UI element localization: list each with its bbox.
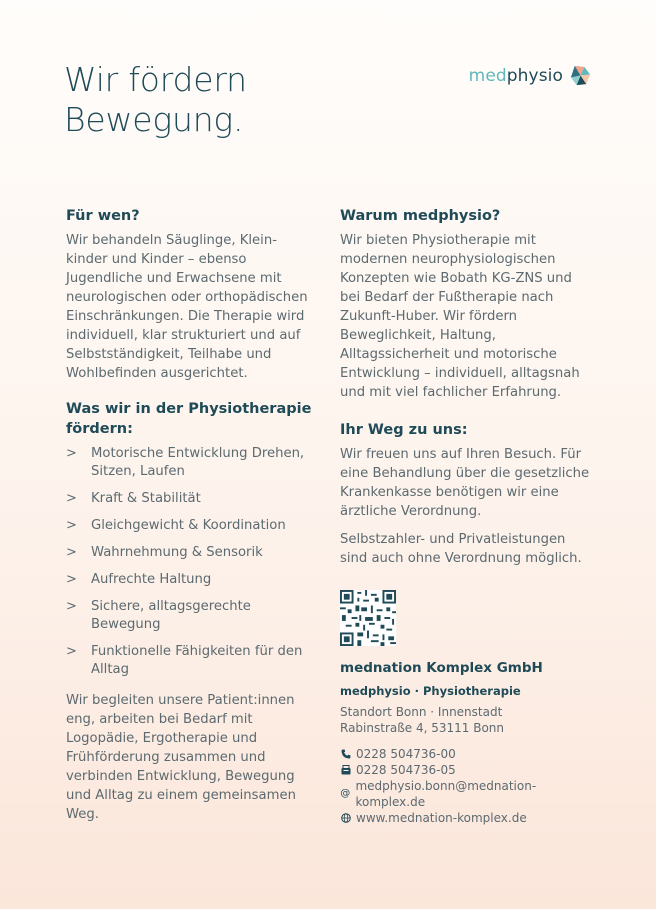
- at-icon: @: [340, 788, 351, 799]
- why-title: Warum medphysio?: [340, 208, 501, 224]
- department: medphysio · Physiotherapie: [340, 684, 521, 698]
- arrow-icon: >: [66, 644, 77, 659]
- arrow-icon: >: [66, 572, 77, 587]
- list-item: > Funktionelle Fähigkeiten für den Alltag: [66, 644, 303, 677]
- contact-list: [340, 746, 594, 826]
- headline-line-1: Wir fördern: [64, 60, 247, 99]
- physio-title: Was wir in der Physiotherapie fördern:: [66, 401, 312, 437]
- list-item: > Sichere, alltagsgerechte Bewegung: [66, 599, 251, 632]
- street-address: Rabinstraße 4, 53111 Bonn: [340, 721, 505, 735]
- list-item: > Kraft & Stabilität: [66, 491, 201, 506]
- arrow-icon: >: [66, 599, 77, 614]
- email-row[interactable]: [340, 778, 594, 810]
- right-column: [340, 206, 594, 826]
- phone-number: 0228 504736-00: [356, 747, 456, 761]
- arrow-icon: >: [66, 491, 77, 506]
- closing-text: Wir begleiten unsere Patient:innen eng, arbeiten bei Bedarf mit Logopädie, Ergotherapie und Frühförderung zusammen und verbinden Entwicklung, Bewegung und Alltag zu einem gemeinsamen Weg.: [66, 693, 296, 822]
- for-whom-title: Für wen?: [66, 208, 140, 224]
- way-title: Ihr Weg zu uns:: [340, 422, 468, 438]
- fax-icon: [340, 765, 351, 776]
- arrow-icon: >: [66, 545, 77, 560]
- arrow-icon: >: [66, 446, 77, 461]
- qr-code-icon[interactable]: [340, 590, 396, 646]
- why-text: Wir bieten Physiotherapie mit modernen neurophysiologischen Konzepten wie Bobath KG-ZNS und bei Bedarf der Fußtherapie nach Zukunft-Huber. Wir fördern Beweglichkeit, Haltung, Alltagssicherheit und motorische Entwicklung – individuell, alltagsnah und mit viel fachlicher Erfahrung.: [340, 233, 580, 400]
- left-column: [66, 206, 318, 824]
- email-address: medphysio.bonn@mednation-komplex.de: [355, 779, 537, 809]
- list-item: > Wahrnehmung & Sensorik: [66, 545, 263, 560]
- logo-wordmark: medphysio: [468, 65, 563, 86]
- physio-list: [66, 445, 318, 679]
- way-text-2: Selbstzahler- und Privatleistungen sind auch ohne Verordnung möglich.: [340, 532, 582, 566]
- medphysio-logo: [469, 64, 592, 87]
- phone-icon: [340, 749, 351, 760]
- globe-icon: [340, 813, 351, 824]
- phone-row[interactable]: [340, 746, 594, 762]
- logo-pinwheel-icon: [569, 64, 592, 87]
- list-item: > Aufrechte Haltung: [66, 572, 212, 587]
- way-text-1: Wir freuen uns auf Ihren Besuch. Für eine Behandlung über die gesetzliche Krankenkasse benötigen wir eine ärztliche Verordnung.: [340, 447, 590, 519]
- for-whom-text: Wir behandeln Säuglinge, Klein-kinder und Kinder – ebenso Jugendliche und Erwachsene mit neurologischen oder orthopädischen Einschränkungen. Die Therapie wird individuell, klar strukturiert und auf Selbstständigkeit, Teilhabe und Wohlbefinden ausgerichtet.: [66, 233, 308, 381]
- list-item: > Motorische Entwicklung Drehen, Sitzen, Laufen: [66, 446, 305, 479]
- arrow-icon: >: [66, 518, 77, 533]
- fax-number: 0228 504736-05: [356, 763, 456, 777]
- headline: [64, 60, 247, 140]
- company-name: mednation Komplex GmbH: [340, 660, 543, 676]
- website-url: www.mednation-komplex.de: [356, 811, 527, 825]
- headline-line-2: Bewegung.: [64, 100, 244, 139]
- web-row[interactable]: [340, 810, 594, 826]
- location: Standort Bonn · Innenstadt: [340, 705, 503, 719]
- fax-row: [340, 762, 594, 778]
- list-item: > Gleichgewicht & Koordination: [66, 518, 286, 533]
